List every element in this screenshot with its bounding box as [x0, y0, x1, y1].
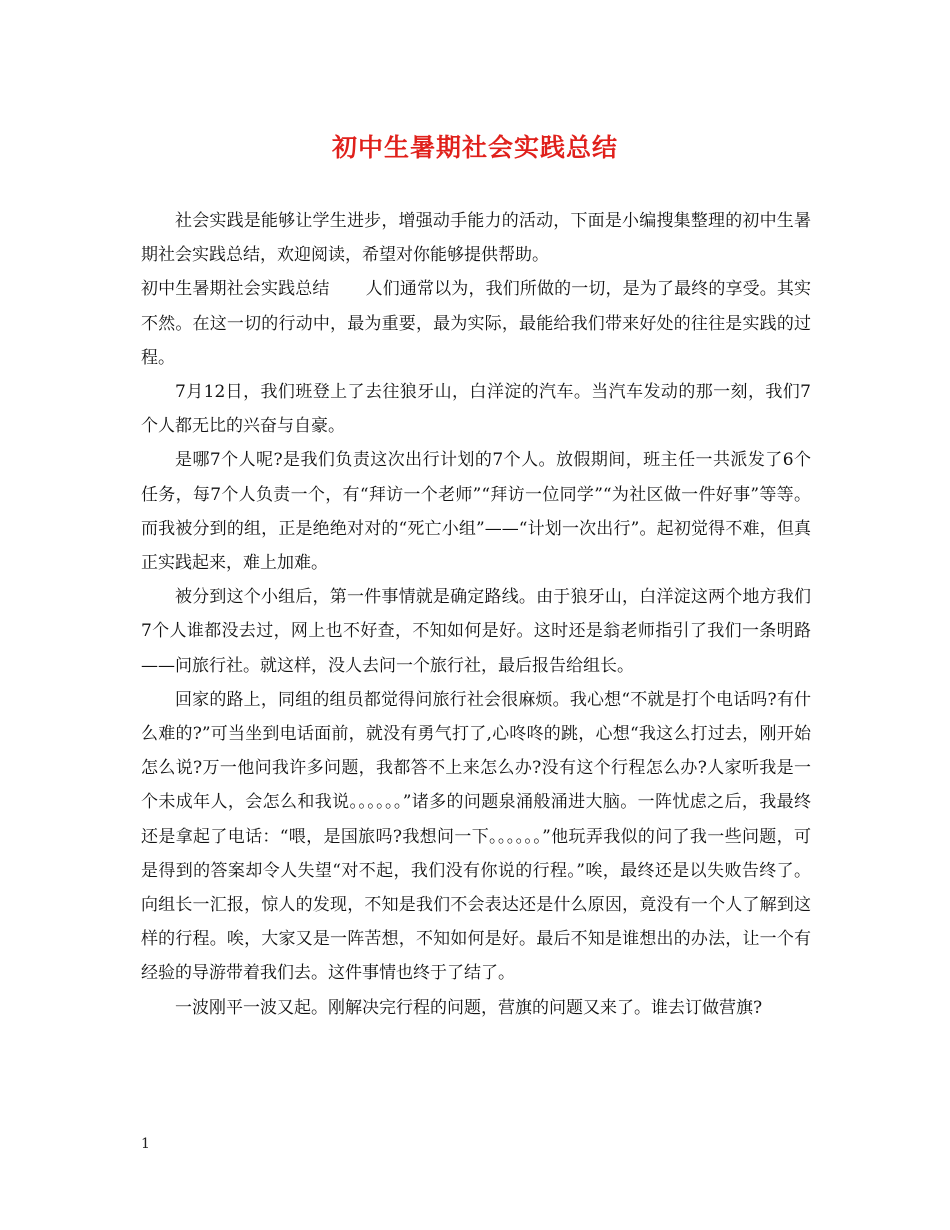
paragraph-departure: 7月12日，我们班登上了去往狼牙山，白洋淀的汽车。当汽车发动的那一刻，我们7个人都无比的兴奋与自豪。	[141, 382, 811, 437]
paragraph-lead-title: 初中生暑期社会实践总结	[141, 279, 330, 300]
paragraph-flag: 一波刚平一波又起。刚解决完行程的问题，营旗的问题又来了。谁去订做营旗?	[175, 997, 763, 1018]
paragraph-opening	[141, 272, 811, 375]
paragraph-phone-call: 回家的路上，同组的组员都觉得问旅行社会很麻烦。我心想“不就是打个电话吗?有什么难的?”可当坐到电话面前，就没有勇气打了,心咚咚的跳，心想“我这么打过去，刚开始怎么说?万一他问我许多问题，我都答不上来怎么办?没有这个行程怎么办?人家听我是一个未成年人，会怎么和我说。。。。。。”诸多的问题泉涌般涌进大脑。一阵忧虑之后，我最终还是拿起了电话：“喂，是国旅吗?我想问一下。。。。。。”他玩弄我似的问了我一些问题，可是得到的答案却令人失望“对不起，我们没有你说的行程。”唉，最终还是以失败告终了。向组长一汇报，惊人的发现，不知是我们不会表达还是什么原因，竟没有一个人了解到这样的行程。唉，大家又是一阵苦想，不知如何是好。最后不知是谁想出的办法，让一个有经验的导游带着我们去。这件事情也终于了结了。	[141, 689, 811, 984]
paragraph-group: 是哪7个人呢?是我们负责这次出行计划的7个人。放假期间，班主任一共派发了6个任务，每7个人负责一个，有“拜访一个老师”“拜访一位同学”“为社区做一件好事”等等。而我被分到的组，正是绝绝对对的“死亡小组”——“计划一次出行”。起初觉得不难，但真正实践起来，难上加难。	[141, 450, 811, 574]
paragraph-route: 被分到这个小组后，第一件事情就是确定路线。由于狼牙山，白洋淀这两个地方我们7个人谁都没去过，网上也不好查，不知如何是好。这时还是翁老师指引了我们一条明路——问旅行社。就这样，没人去问一个旅行社，最后报告给组长。	[141, 587, 811, 676]
page-number: 1	[141, 1136, 150, 1152]
document-body	[141, 204, 811, 1025]
paragraph-intro: 社会实践是能够让学生进步，增强动手能力的活动，下面是小编搜集整理的初中生暑期社会实践总结，欢迎阅读，希望对你能够提供帮助。	[141, 211, 811, 266]
paragraph-opening-text: 人们通常以为，我们所做的一切，是为了最终的享受。其实不然。在这一切的行动中，最为重要，最为实际，最能给我们带来好处的往往是实践的过程。	[141, 279, 812, 368]
document-title: 初中生暑期社会实践总结	[331, 133, 618, 162]
